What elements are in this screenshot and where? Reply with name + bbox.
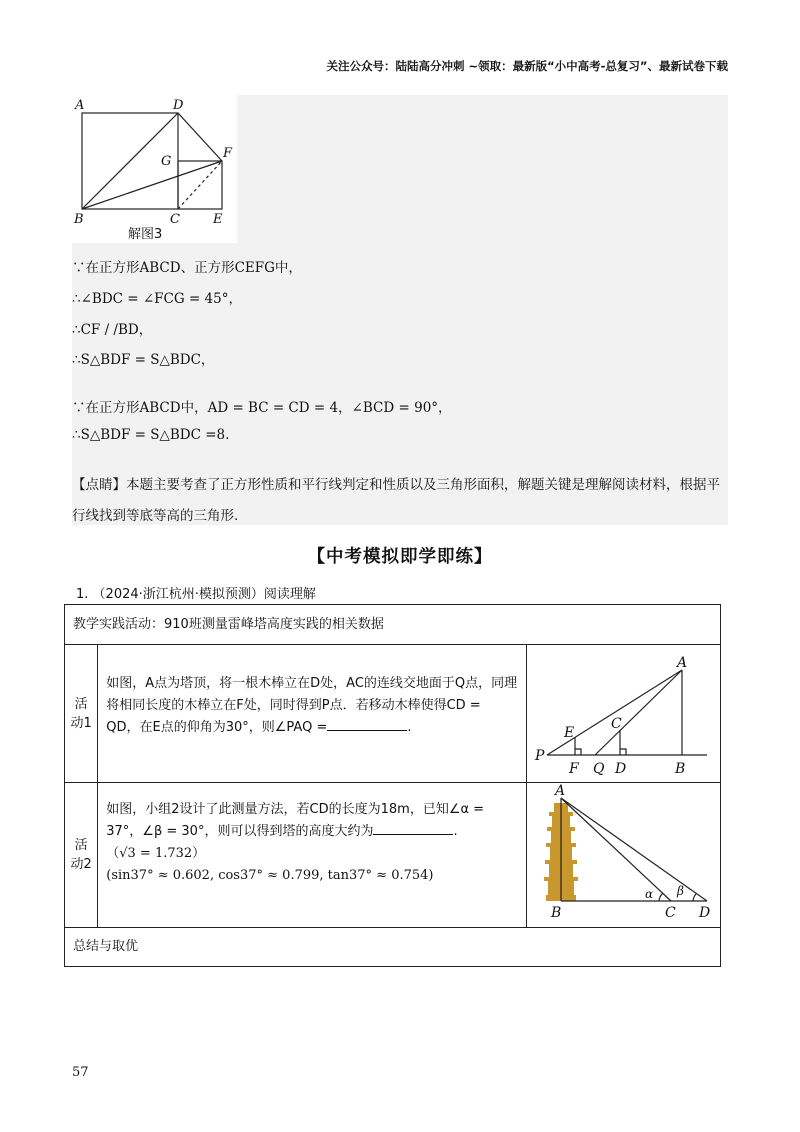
activity1-text xyxy=(98,645,526,783)
activity2-sqrt-note: （√3 = 1.732） xyxy=(106,846,206,861)
solution-line-1: ∵在正方形ABCD、正方形CEFG中， xyxy=(72,260,302,276)
a1-point-q: Q xyxy=(592,761,604,777)
a2-angle-alpha: α xyxy=(644,887,653,901)
solution-line-4: ∴S△BDF = S△BDC， xyxy=(72,352,215,368)
activity1-text-body: 如图，A点为塔顶，将一根木棒立在D处，AC的连线交地面于Q点，同理将相同长度的木棒立在F处，同时得到P点．若移动木棒使得CD = QD，在E点的仰角为30°，则∠PAQ = xyxy=(106,676,518,735)
solution-line-6: ∴S△BDF = S△BDC =8. xyxy=(72,427,230,443)
page-number: 57 xyxy=(72,1065,89,1080)
activity2-figure-cell xyxy=(526,783,721,928)
fig1-point-c: C xyxy=(170,212,180,227)
a2-point-c: C xyxy=(664,905,676,921)
a1-point-e: E xyxy=(563,725,574,741)
a1-point-p: P xyxy=(534,748,544,764)
activity2-text xyxy=(98,783,526,928)
activity1-text-end: . xyxy=(407,720,412,735)
fig1-point-f: F xyxy=(223,146,233,161)
problem-heading xyxy=(76,583,316,602)
activity2-label: 活动2 xyxy=(65,783,98,928)
solution-line-5: ∵在正方形ABCD中，AD = BC = CD = 4，∠BCD = 90°， xyxy=(72,400,452,416)
figure-squares-svg xyxy=(72,95,237,243)
activity-table xyxy=(64,604,721,967)
a1-point-f: F xyxy=(568,761,579,777)
activity2-answer-blank[interactable] xyxy=(373,822,453,835)
a1-point-d: D xyxy=(614,761,626,777)
figure-squares xyxy=(72,95,237,243)
activity1-figure-cell xyxy=(526,645,721,783)
a1-point-a: A xyxy=(676,655,687,671)
table-title-cell: 教学实践活动：910班测量雷峰塔高度实践的相关数据 xyxy=(65,605,721,645)
fig1-point-b: B xyxy=(74,212,84,227)
page-header: 关注公众号：陆陆高分冲刺 ~领取：最新版“小中高考-总复习”、最新试卷下载 xyxy=(326,59,728,73)
problem-number: 1. xyxy=(76,587,89,602)
a2-point-d: D xyxy=(698,905,710,921)
activity1-label: 活动1 xyxy=(65,645,98,783)
summary-row: 总结与取优 xyxy=(65,928,721,967)
activity2-figure xyxy=(527,783,719,923)
activity2-text-body: 如图，小组2设计了此测量方法，若CD的长度为18m，已知∠α = 37°，∠β = 30°，则可以得到塔的高度大约为 xyxy=(106,802,485,839)
a2-point-a: A xyxy=(554,783,565,799)
fig1-point-a: A xyxy=(75,98,85,113)
fig1-point-e: E xyxy=(213,212,223,227)
a1-point-c: C xyxy=(610,716,622,732)
fig1-point-d: D xyxy=(173,98,184,113)
section-title: 【中考模拟即学即练】 xyxy=(307,547,493,567)
a2-point-b: B xyxy=(550,905,561,921)
key-point-remark: 【点睛】本题主要考查了正方形性质和平行线判定和性质以及三角形面积，解题关键是理解阅读材料，根据平行线找到等底等高的三角形. xyxy=(72,477,720,524)
activity1-figure xyxy=(527,645,719,778)
a1-point-b: B xyxy=(674,761,685,777)
activity2-text-end: . xyxy=(453,824,458,839)
solution-line-2: ∴∠BDC = ∠FCG = 45°， xyxy=(72,291,242,307)
problem-source: （2024·浙江杭州·模拟预测）阅读理解 xyxy=(92,587,316,602)
fig1-point-g: G xyxy=(161,154,172,169)
activity1-answer-blank[interactable] xyxy=(327,718,407,731)
solution-line-3: ∴CF / /BD， xyxy=(72,322,153,338)
fig1-caption: 解图3 xyxy=(128,227,163,242)
activity2-trig-note: (sin37° ≈ 0.602, cos37° ≈ 0.799, tan37° ≈ 0.754) xyxy=(106,868,434,883)
a2-angle-beta: β xyxy=(676,884,684,898)
